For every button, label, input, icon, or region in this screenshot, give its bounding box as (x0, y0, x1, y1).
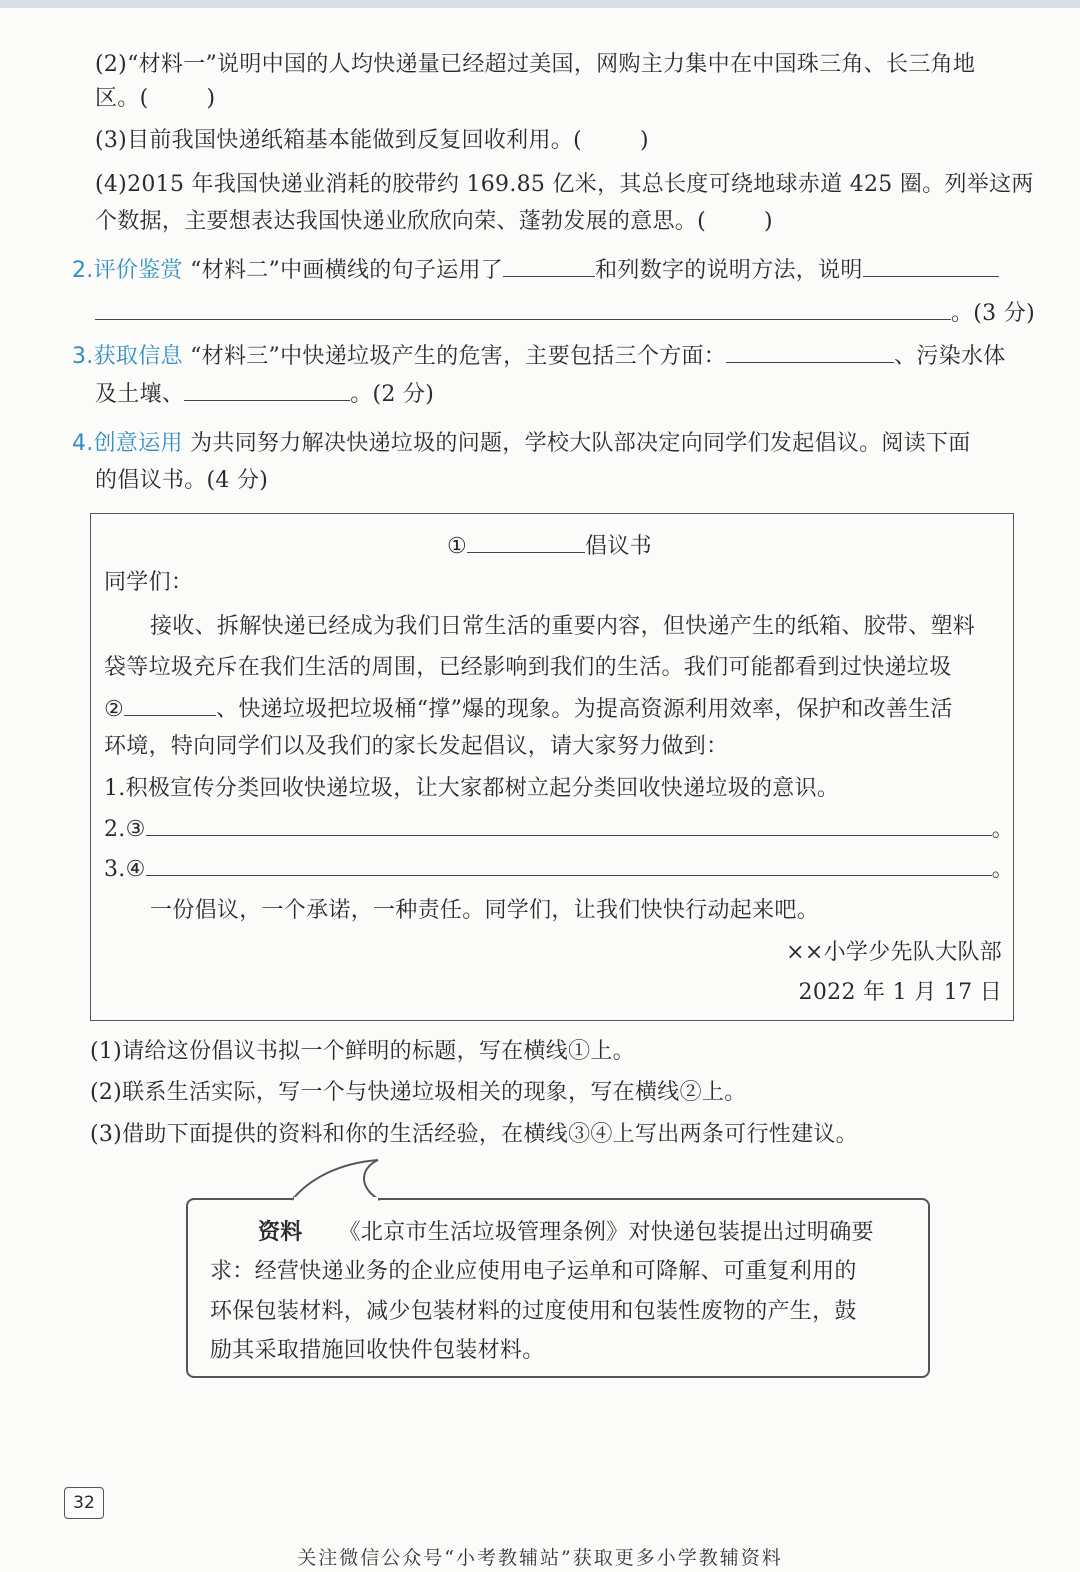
subq-1: (1)请给这份倡议书拟一个鲜明的标题，写在横线①上。 (90, 1039, 635, 1064)
proposal-p1-line3: ② 、快递垃圾把垃圾桶“撑”爆的现象。为提高资源利用效率，保护和改善生活 (104, 693, 953, 725)
subq-2: (2)联系生活实际，写一个与快递垃圾相关的现象，写在横线②上。 (90, 1080, 747, 1105)
proposal-item1: 1.积极宣传分类回收快递垃圾，让大家都树立起分类回收快递垃圾的意识。 (104, 776, 840, 801)
q2-blank-explain-cont[interactable] (95, 297, 951, 320)
proposal-closing: 一份倡议，一个承诺，一种责任。同学们，让我们快快行动起来吧。 (150, 898, 820, 923)
subq-3: (3)借助下面提供的资料和你的生活经验，在横线③④上写出两条可行性建议。 (90, 1122, 858, 1147)
suggestion-blank-4[interactable] (146, 853, 992, 876)
footer-note: 关注微信公众号“小考教辅站”获取更多小学教辅资料 (297, 1547, 783, 1569)
q3-line1: 3.获取信息 “材料三”中快递垃圾产生的危害，主要包括三个方面： 、污染水体 (72, 340, 1006, 372)
proposal-signature: ××小学少先队大队部 (786, 940, 1002, 965)
q1-item2-line1: (2)“材料一”说明中国的人均快递量已经超过美国，网购主力集中在中国珠三角、长三角地 (95, 52, 976, 77)
q1-item4-line2: 个数据，主要想表达我国快递业欣欣向荣、蓬勃发展的意思。( ) (95, 209, 773, 234)
q3-blank-2[interactable] (184, 378, 350, 401)
q2-line1: 2.评价鉴赏 “材料二”中画横线的句子运用了 和列数字的说明方法，说明 (72, 254, 999, 286)
proposal-greeting: 同学们： (104, 570, 194, 595)
proposal-title-blank[interactable] (467, 530, 585, 553)
q4-line2: 的倡议书。(4 分) (95, 468, 269, 493)
material-line1: 资料 《北京市生活垃圾管理条例》对快递包装提出过明确要 (258, 1219, 874, 1245)
material-line2: 求：经营快递业务的企业应使用电子运单和可降解、可重复利用的 (210, 1259, 857, 1284)
q4-line1: 4.创意运用 为共同努力解决快递垃圾的问题，学校大队部决定向同学们发起倡议。阅读下面 (72, 431, 971, 456)
q4-tag: 4.创意运用 (72, 431, 183, 456)
proposal-date: 2022 年 1 月 17 日 (798, 980, 1002, 1005)
q2-tag: 2.评价鉴赏 (72, 258, 183, 283)
proposal-phenomenon-blank[interactable] (124, 693, 216, 716)
q3-tag: 3.获取信息 (72, 344, 183, 369)
proposal-title: ① 倡议书 (447, 530, 652, 562)
proposal-item3: 3.④ 。 (104, 853, 1014, 885)
proposal-p1-line4: 环境，特向同学们以及我们的家长发起倡议，请大家努力做到： (104, 734, 729, 759)
suggestion-blank-3[interactable] (146, 813, 992, 836)
q2-blank-method[interactable] (503, 254, 595, 277)
q1-item4-line1: (4)2015 年我国快递业消耗的胶带约 169.85 亿米，其总长度可绕地球赤道 425 圈。列举这两 (95, 172, 1034, 197)
page-top-edge (0, 0, 1080, 8)
q3-line2: 及土壤、 。(2 分) (95, 378, 434, 410)
proposal-p1-line2: 袋等垃圾充斥在我们生活的周围，已经影响到我们的生活。我们可能都看到过快递垃圾 (104, 655, 952, 680)
q1-item2-line2: 区。( ) (95, 86, 216, 111)
page-number: 32 (64, 1487, 104, 1519)
bubble-tail (280, 1158, 400, 1202)
material-line4: 励其采取措施回收快件包装材料。 (210, 1338, 545, 1363)
q3-blank-1[interactable] (726, 340, 894, 363)
q2-blank-explain[interactable] (863, 254, 999, 277)
proposal-p1-line1: 接收、拆解快递已经成为我们日常生活的重要内容，但快递产生的纸箱、胶带、塑料 (150, 614, 976, 639)
material-line3: 环保包装材料，减少包装材料的过度使用和包装性废物的产生，鼓 (210, 1299, 857, 1324)
q2-line2: 。(3 分) (95, 297, 1035, 329)
material-label: 资料 (258, 1219, 303, 1245)
proposal-item2: 2.③ 。 (104, 813, 1014, 845)
q1-item3: (3)目前我国快递纸箱基本能做到反复回收利用。( ) (95, 128, 649, 153)
